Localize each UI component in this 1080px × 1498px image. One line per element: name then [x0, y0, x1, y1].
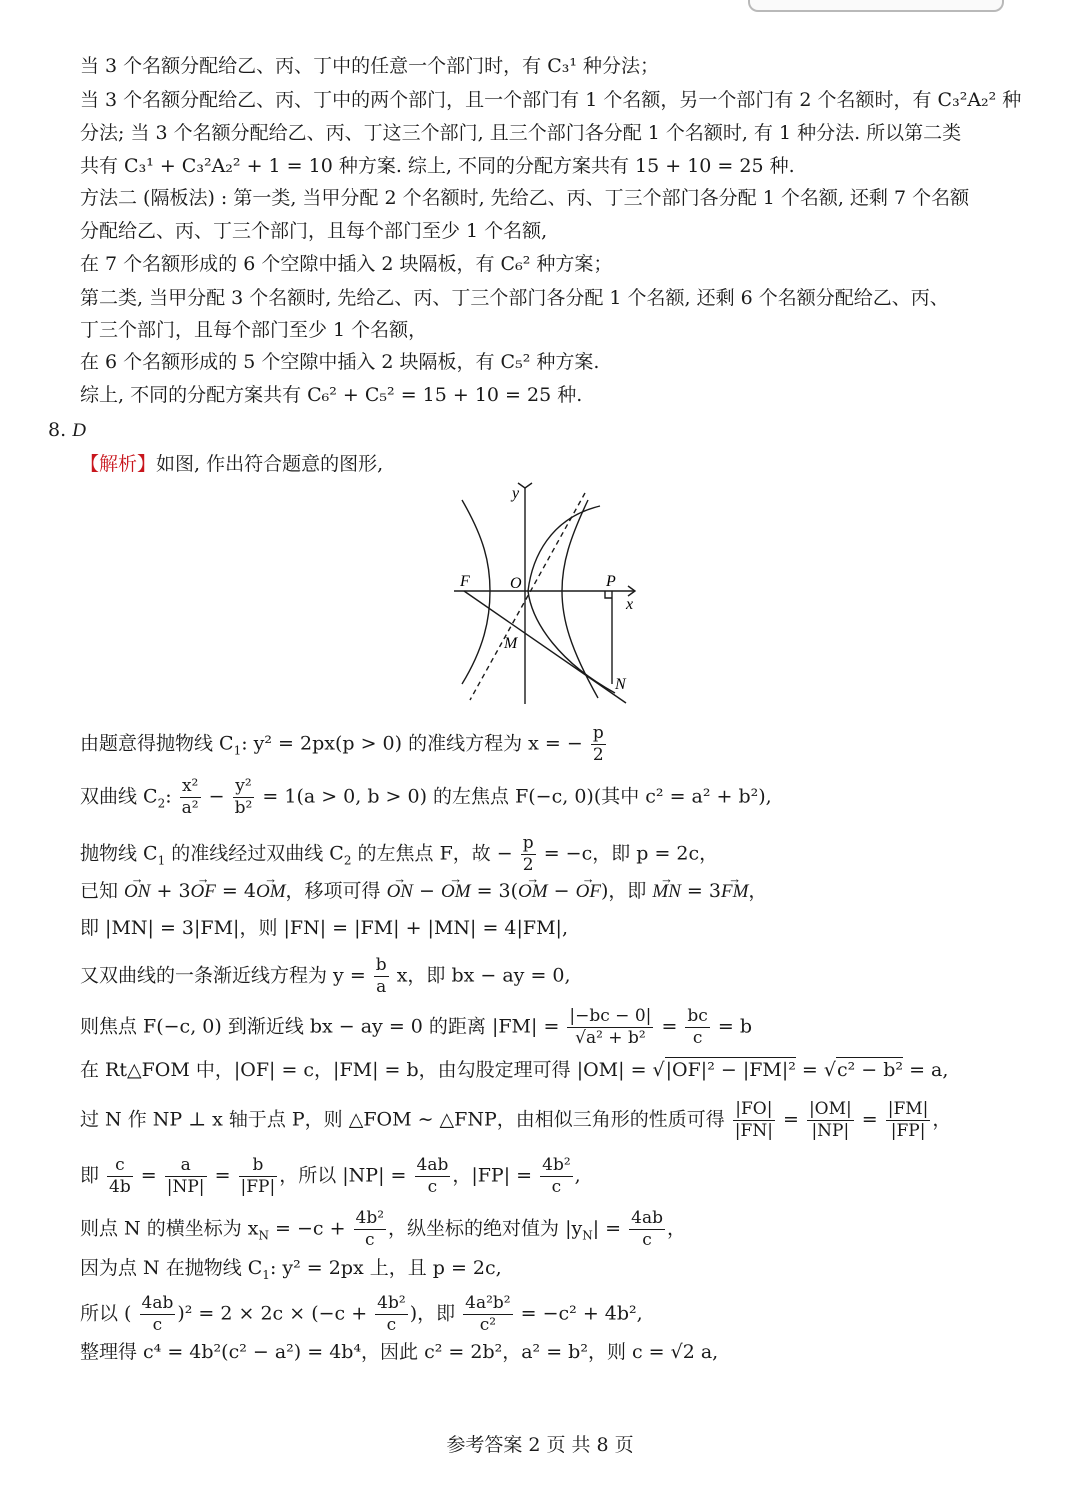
label-N: N	[615, 676, 626, 693]
text-line: 丁三个部门，且每个部门至少 1 个名额，	[80, 319, 428, 341]
step-distance: 则焦点 F(−c, 0) 到渐近线 bx − ay = 0 的距离 |FM| = $\frac{|-bc - 0|}{\text{√a² + b²}}$ = $\frac{bc}{c}$ = b	[80, 1006, 752, 1048]
step-pythagoras: 在 Rt△FOM 中，|OF| = c，|FM| = b，由勾股定理可得 |OM| = √|OF|² − |FM|² = √c² − b² = a,	[80, 1059, 949, 1081]
line-FN	[464, 591, 626, 703]
analysis-tag: 【解析】	[80, 453, 157, 475]
analysis-intro-text: 如图, 作出符合题意的图形,	[156, 453, 384, 475]
step-hyperbola: 双曲线 $C_2$: $\frac{\text{x²}}{\text{a²}}$ − $\frac{\text{y²}}{\text{b²}}$ = 1(a > 0, b > 0) 的左焦点 F(−c, 0)(其中 c² = a² + b²),	[80, 776, 772, 818]
step-vectors: 已知 → ON + 3→ OF = 4→ OM，移项可得 → ON − → OM = 3(→ OM − → OF)，即 → MN = 3→ FM，	[80, 879, 767, 904]
label-F: F	[460, 573, 470, 590]
text-line: 在 6 个名额形成的 5 个空隙中插入 2 块隔板，有 C₅² 种方案.	[80, 351, 600, 373]
text-line: 当 3 个名额分配给乙、丙、丁中的两个部门，且一个部门有 1 个名额，另一个部门有 2 个名额时，有 C₃²A₂² 种	[80, 89, 1022, 111]
step-coordinates: 则点 N 的横坐标为 $x_N = -c$ + $\frac{\text{4b²}}{c}$ ，纵坐标的绝对值为 $|y_N|$ = $\frac{4ab}{c}$ ，	[80, 1208, 686, 1250]
question-number	[48, 418, 86, 443]
answer-letter: D	[72, 420, 86, 441]
text-line: 方法二 (隔板法) : 第一类, 当甲分配 2 个名额时, 先给乙、丙、丁三个部门各分配 1 个名额, 还剩 7 个名额	[80, 187, 970, 209]
text-line: 综上, 不同的分配方案共有 C₆² + C₅² = 15 + 10 = 25 种.	[80, 384, 583, 406]
label-M: M	[504, 635, 518, 652]
analysis-intro	[80, 452, 383, 476]
text-line: 在 7 个名额形成的 6 个空隙中插入 2 块隔板，有 C₆² 种方案；	[80, 253, 613, 275]
step-on-parabola: 因为点 N 在抛物线 $C_1$: y² = 2px 上，且 p = 2c,	[80, 1257, 502, 1282]
step-substitute: 所以 ( $\frac{4ab}{c}$ )² = 2 × 2c × (−c + $\frac{\text{4b²}}{c}$ )，即 $\frac{\text{4a²b²}}{\text{c²}}$ = −c² + 4b²,	[80, 1293, 643, 1335]
step-asymptote: 又双曲线的一条渐近线方程为 y = $\frac{b}{a}$ x，即 bx − ay = 0,	[80, 955, 571, 997]
step-lengths: 即 |MN| = 3|FM|，则 |FN| = |FM| + |MN| = 4|FM|,	[80, 917, 568, 939]
y-axis-arrow	[518, 483, 532, 488]
step-result: 整理得 c⁴ = 4b²(c² − a²) = 4b⁴，因此 c² = 2b²，a² = b²，则 c = √2 a,	[80, 1341, 719, 1363]
step-directrix: 由题意得抛物线 $C_1$: y² = 2px(p > 0) 的准线方程为 x = − $\frac{p}{2}$	[80, 723, 604, 765]
asymptote-dashed	[470, 493, 585, 700]
step-ratio: 即 $\frac{c}{4b}$ = $\frac{a}{|NP|}$ = $\frac{b}{|FP|}$ ，所以 |NP| = $\frac{4ab}{c}$ ，|FP| = $\frac{\text{4b²}}{c}$ ,	[80, 1155, 581, 1197]
hyperbola-right-branch	[562, 500, 598, 698]
text-line: 当 3 个名额分配给乙、丙、丁中的任意一个部门时，有 C₃¹ 种分法；	[80, 55, 660, 77]
right-angle-mark	[605, 591, 612, 598]
geometry-figure	[440, 478, 650, 710]
step-focus: 抛物线 $C_1$ 的准线经过双曲线 $C_2$ 的左焦点 F，故 − $\frac{p}{2}$ = −c，即 p = 2c，	[80, 833, 719, 875]
label-x: x	[626, 596, 634, 613]
text-line: 分法; 当 3 个名额分配给乙、丙、丁这三个部门, 且三个部门各分配 1 个名额时, 有 1 种分法. 所以第二类	[80, 122, 962, 144]
text-line: 分配给乙、丙、丁三个部门，且每个部门至少 1 个名额,	[80, 220, 548, 242]
text-line: 第二类, 当甲分配 3 个名额时, 先给乙、丙、丁三个部门各分配 1 个名额, 还剩 6 个名额分配给乙、丙、	[80, 287, 949, 309]
header-tab-decoration	[748, 0, 1004, 12]
step-similar: 过 N 作 NP ⊥ x 轴于点 P，则 △FOM ∼ △FNP，由相似三角形的性质可得 $\frac{|FO|}{|FN|}$ = $\frac{|OM|}{|NP|}$ = $\frac{|FM|}{|FP|}$ ，	[80, 1099, 952, 1141]
page-footer: 参考答案 2 页 共 8 页	[446, 1434, 634, 1456]
label-O: O	[510, 575, 522, 592]
question-index: 8.	[48, 419, 67, 441]
text-line: 共有 C₃¹ + C₃²A₂² + 1 = 10 种方案. 综上, 不同的分配方案共有 15 + 10 = 25 种.	[80, 155, 795, 177]
label-y: y	[512, 485, 520, 502]
label-P: P	[606, 573, 616, 590]
